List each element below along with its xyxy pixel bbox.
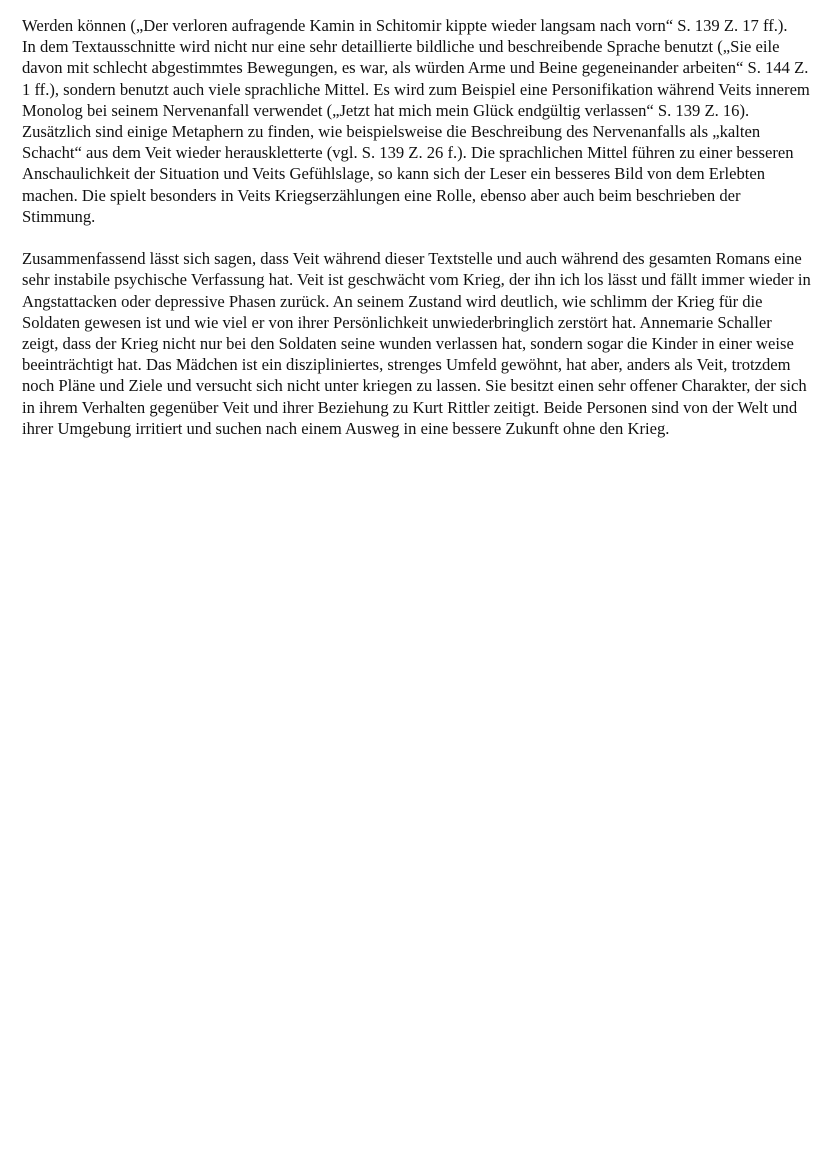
paragraph-conclusion: Zusammenfassend lässt sich sagen, dass Veit während dieser Textstelle und auch während des gesamten Romans eine sehr instabile psychische Verfassung hat. Veit ist geschwächt vom Krieg, der ihn ich los lässt und fällt immer wieder in Angstattacken oder depressive Phasen zurück. An seinem Zustand wird deutlich, wie schlimm der Krieg für die Soldaten gewesen ist und wie viel er von ihrer Persönlichkeit unwiederbringlich zerstört hat. Annemarie Schaller zeigt, dass der Krieg nicht nur bei den Soldaten seine wunden verlassen hat, sondern sogar die Kinder in einer weise beeinträchtigt hat. Das Mädchen ist ein diszipliniertes, strenges Umfeld gewöhnt, hat aber, anders als Veit, trotzdem noch Pläne und Ziele und versucht sich nicht unter kriegen zu lassen. Sie besitzt einen sehr offener Charakter, der sich in ihrem Verhalten gegenüber Veit und ihrer Beziehung zu Kurt Rittler zeitigt. Beide Personen sind von der Welt und ihrer Umgebung irritiert und suchen nach einem Ausweg in eine bessere Zukunft ohne den Krieg.	[22, 249, 811, 438]
paragraph-spacer	[22, 227, 812, 248]
paragraph-quote-continuation: Werden können („Der verloren aufragende Kamin in Schitomir kippte wieder langsam nach vorn“ S. 139 Z. 17 ff.).	[22, 16, 788, 35]
document-text	[22, 15, 812, 439]
paragraph-language-analysis: In dem Textausschnitte wird nicht nur eine sehr detaillierte bildliche und beschreibende Sprache benutzt („Sie eile davon mit schlecht abgestimmtes Bewegungen, es war, als würden Arme und Beine gegeneinander arbeiten“ S. 144 Z. 1 ff.), sondern benutzt auch viele sprachliche Mittel. Es wird zum Beispiel eine Personifikation während Veits innerem Monolog bei seinem Nervenanfall verwendet („Jetzt hat mich mein Glück endgültig verlassen“ S. 139 Z. 16). Zusätzlich sind einige Metaphern zu finden, wie beispielsweise die Beschreibung des Nervenanfalls als „kalten Schacht“ aus dem Veit wieder herauskletterte (vgl. S. 139 Z. 26 f.). Die sprachlichen Mittel führen zu einer besseren Anschaulichkeit der Situation und Veits Gefühlslage, so kann sich der Leser ein besseres Bild von dem Erlebten machen. Die spielt besonders in Veits Kriegserzählungen eine Rolle, ebenso aber auch beim beschrieben der Stimmung.	[22, 37, 810, 226]
